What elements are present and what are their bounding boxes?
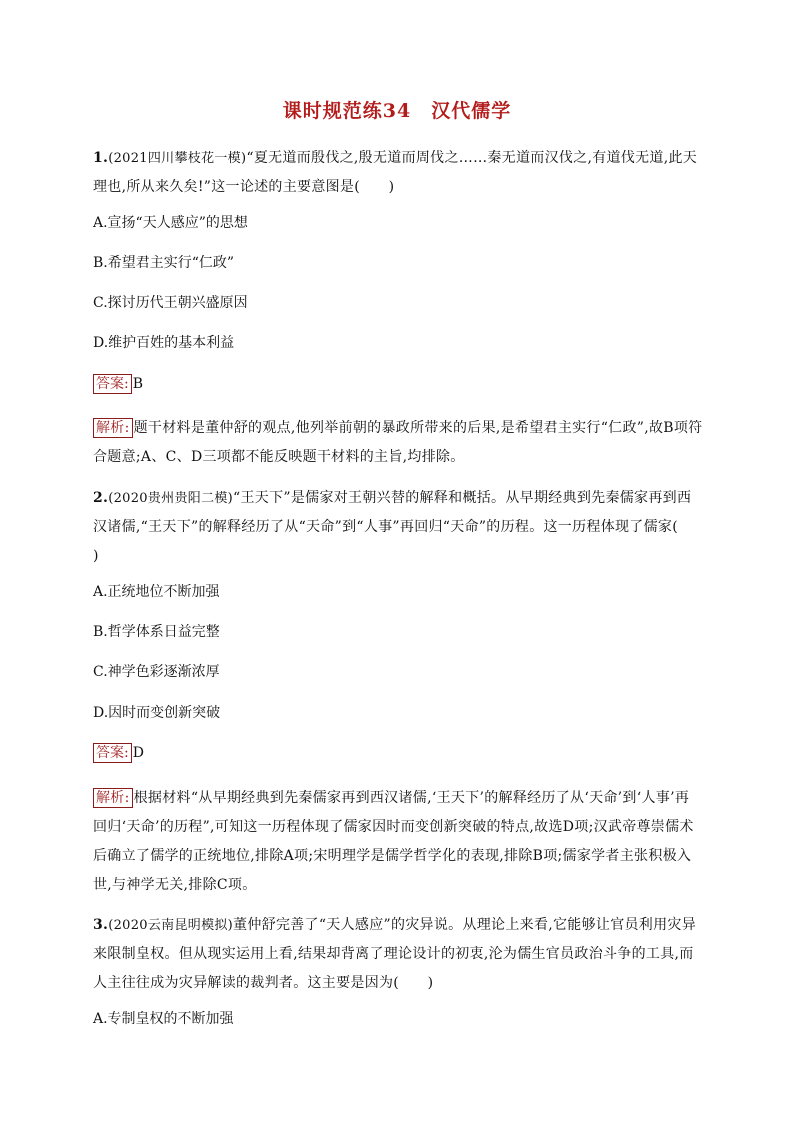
question-1-answer xyxy=(93,374,143,394)
answer-tag: 答案: xyxy=(93,374,132,394)
page-title: 课时规范练34 汉代儒学 xyxy=(282,100,512,122)
question-text: “夏无道而殷伐之,殷无道而周伐之……秦无道而汉伐之,有道伐无道,此天理也,所从来久矣!”这一论述的主要意图是( ) xyxy=(93,150,698,195)
question-number: 1. xyxy=(93,150,109,166)
question-number: 3. xyxy=(93,917,109,933)
analysis-text: 题干材料是董仲舒的观点,他列举前朝的暴政所带来的后果,是希望君主实行“仁政”,故B项符合题意;A、C、D三项都不能反映题干材料的主旨,均排除。 xyxy=(93,420,703,465)
question-2-analysis xyxy=(93,784,703,900)
question-2-option-a: A.正统地位不断加强 xyxy=(93,584,220,600)
question-1-option-b: B.希望君主实行“仁政” xyxy=(93,255,235,271)
analysis-tag: 解析: xyxy=(93,788,133,808)
answer-value: B xyxy=(132,376,144,392)
question-2-option-c: C.神学色彩逐渐浓厚 xyxy=(93,664,220,680)
question-source: (2021四川攀枝花一模) xyxy=(108,151,247,166)
question-text: “王天下”是儒家对王朝兴替的解释和概括。从早期经典到先秦儒家再到西汉诸儒,“王天下”的解释经历了从“天命”到“人事”再回归“天命”的历程。这一历程体现了儒家( ) xyxy=(93,490,707,564)
question-2-option-b: B.哲学体系日益完整 xyxy=(93,624,220,640)
question-1-analysis xyxy=(93,414,703,472)
question-number: 2. xyxy=(93,490,109,506)
analysis-tag: 解析: xyxy=(93,418,133,438)
question-source: (2020云南昆明模拟) xyxy=(108,918,234,933)
analysis-text: 根据材料“从早期经典到先秦儒家再到西汉诸儒,‘王天下’的解释经历了从‘天命’到‘人事’再回归‘天命’的历程”,可知这一历程体现了儒家因时而变创新突破的特点,故选D项;汉武帝尊崇儒术后确立了儒学的正统地位,排除A项;宋明理学是儒学哲学化的表现,排除B项;儒家学者主张积极入世,与神学无关,排除C项。 xyxy=(93,790,694,893)
question-1-option-d: D.维护百姓的基本利益 xyxy=(93,335,235,351)
question-1-stem xyxy=(93,144,703,202)
question-2-stem xyxy=(93,484,707,571)
question-2-answer xyxy=(93,743,144,763)
question-1-option-c: C.探讨历代王朝兴盛原因 xyxy=(93,295,248,311)
answer-value: D xyxy=(132,745,144,761)
question-source: (2020贵州贵阳二模) xyxy=(108,491,234,506)
question-2-option-d: D.因时而变创新突破 xyxy=(93,705,221,721)
question-3-stem xyxy=(93,911,703,998)
question-1-option-a: A.宣扬“天人感应”的思想 xyxy=(93,215,248,231)
question-3-option-a: A.专制皇权的不断加强 xyxy=(93,1011,234,1027)
answer-tag: 答案: xyxy=(93,743,132,763)
question-text: 董仲舒完善了“天人感应”的灾异说。从理论上来看,它能够让官员利用灾异来限制皇权。但从现实运用上看,结果却背离了理论设计的初衷,沦为儒生官员政治斗争的工具,而人主往往成为灾异解读的裁判者。这主要是因为( ) xyxy=(93,917,697,991)
